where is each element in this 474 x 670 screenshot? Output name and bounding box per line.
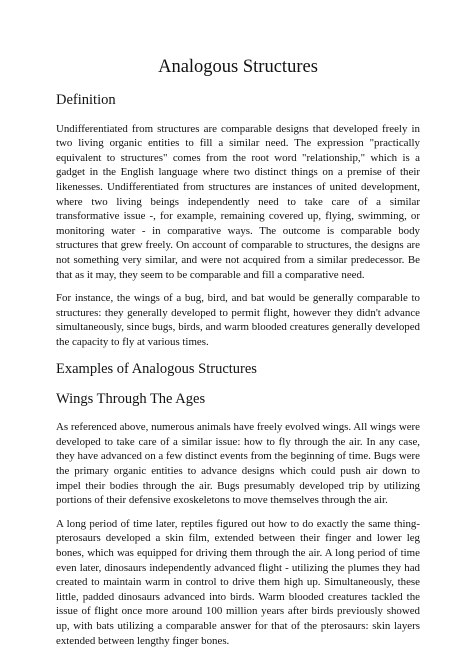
definition-heading: Definition	[56, 92, 116, 109]
wings-paragraph-2: A long period of time later, reptiles figured out how to do exactly the same thing-pterosaurs developed a skin film, extended between their finger and lower leg bones, which was equipped for driving them through the air. A long period of time even later, dinosaurs independently advanced flight - utilizing the plumes they had created to maintain warm in control to drive them high up. Simultaneously, these little, padded dinosaurs advanced into birds. Warm blooded creatures tackled the issue of flight once more around 100 million years after birds previously showed up, with bats utilizing a comparable answer for that of the pterosaurs: skin layers extended between lengthy finger bones.	[56, 517, 420, 647]
definition-paragraph-1: Undifferentiated from structures are comparable designs that developed freely in two living organic entities to fill a similar need. The expression "practically equivalent to structures" comes from the root word "relationship," which is a gadget in the English language where two distinct things on a premise of their likenesses. Undifferentiated from structures are instances of united development, where two living beings independently need to take care of a similar transformative issue -, for example, remaining covered up, flying, swimming, or monitoring water - in comparative ways. The outcome is comparable body structures that grew freely. On account of comparable to structures, the designs are not something very similar, and were not acquired from a similar predecessor. Be that as it may, they seem to be comparable and fill a comparative need.	[56, 122, 420, 281]
examples-heading: Examples of Analogous Structures	[56, 361, 257, 378]
definition-paragraph-2: For instance, the wings of a bug, bird, and bat would be generally comparable to structures: they generally developed to permit flight, however they didn't advance simultaneously, since bugs, birds, and warm blooded creatures generally developed the capacity to fly at various times.	[56, 292, 420, 348]
wings-paragraph-1: As referenced above, numerous animals have freely evolved wings. All wings were developed to take care of a similar issue: how to fly through the air. In any case, they have advanced on a few distinct events from the beginning of time. Bugs were the primary organic entities to advance designs which could push air down to impel their bodies through the air. Bugs presumably developed trip by utilizing portions of their defensive exoskeletons to move themselves through the air.	[56, 421, 420, 507]
wings-heading: Wings Through The Ages	[56, 390, 206, 407]
page-title: Analogous Structures	[158, 57, 318, 77]
